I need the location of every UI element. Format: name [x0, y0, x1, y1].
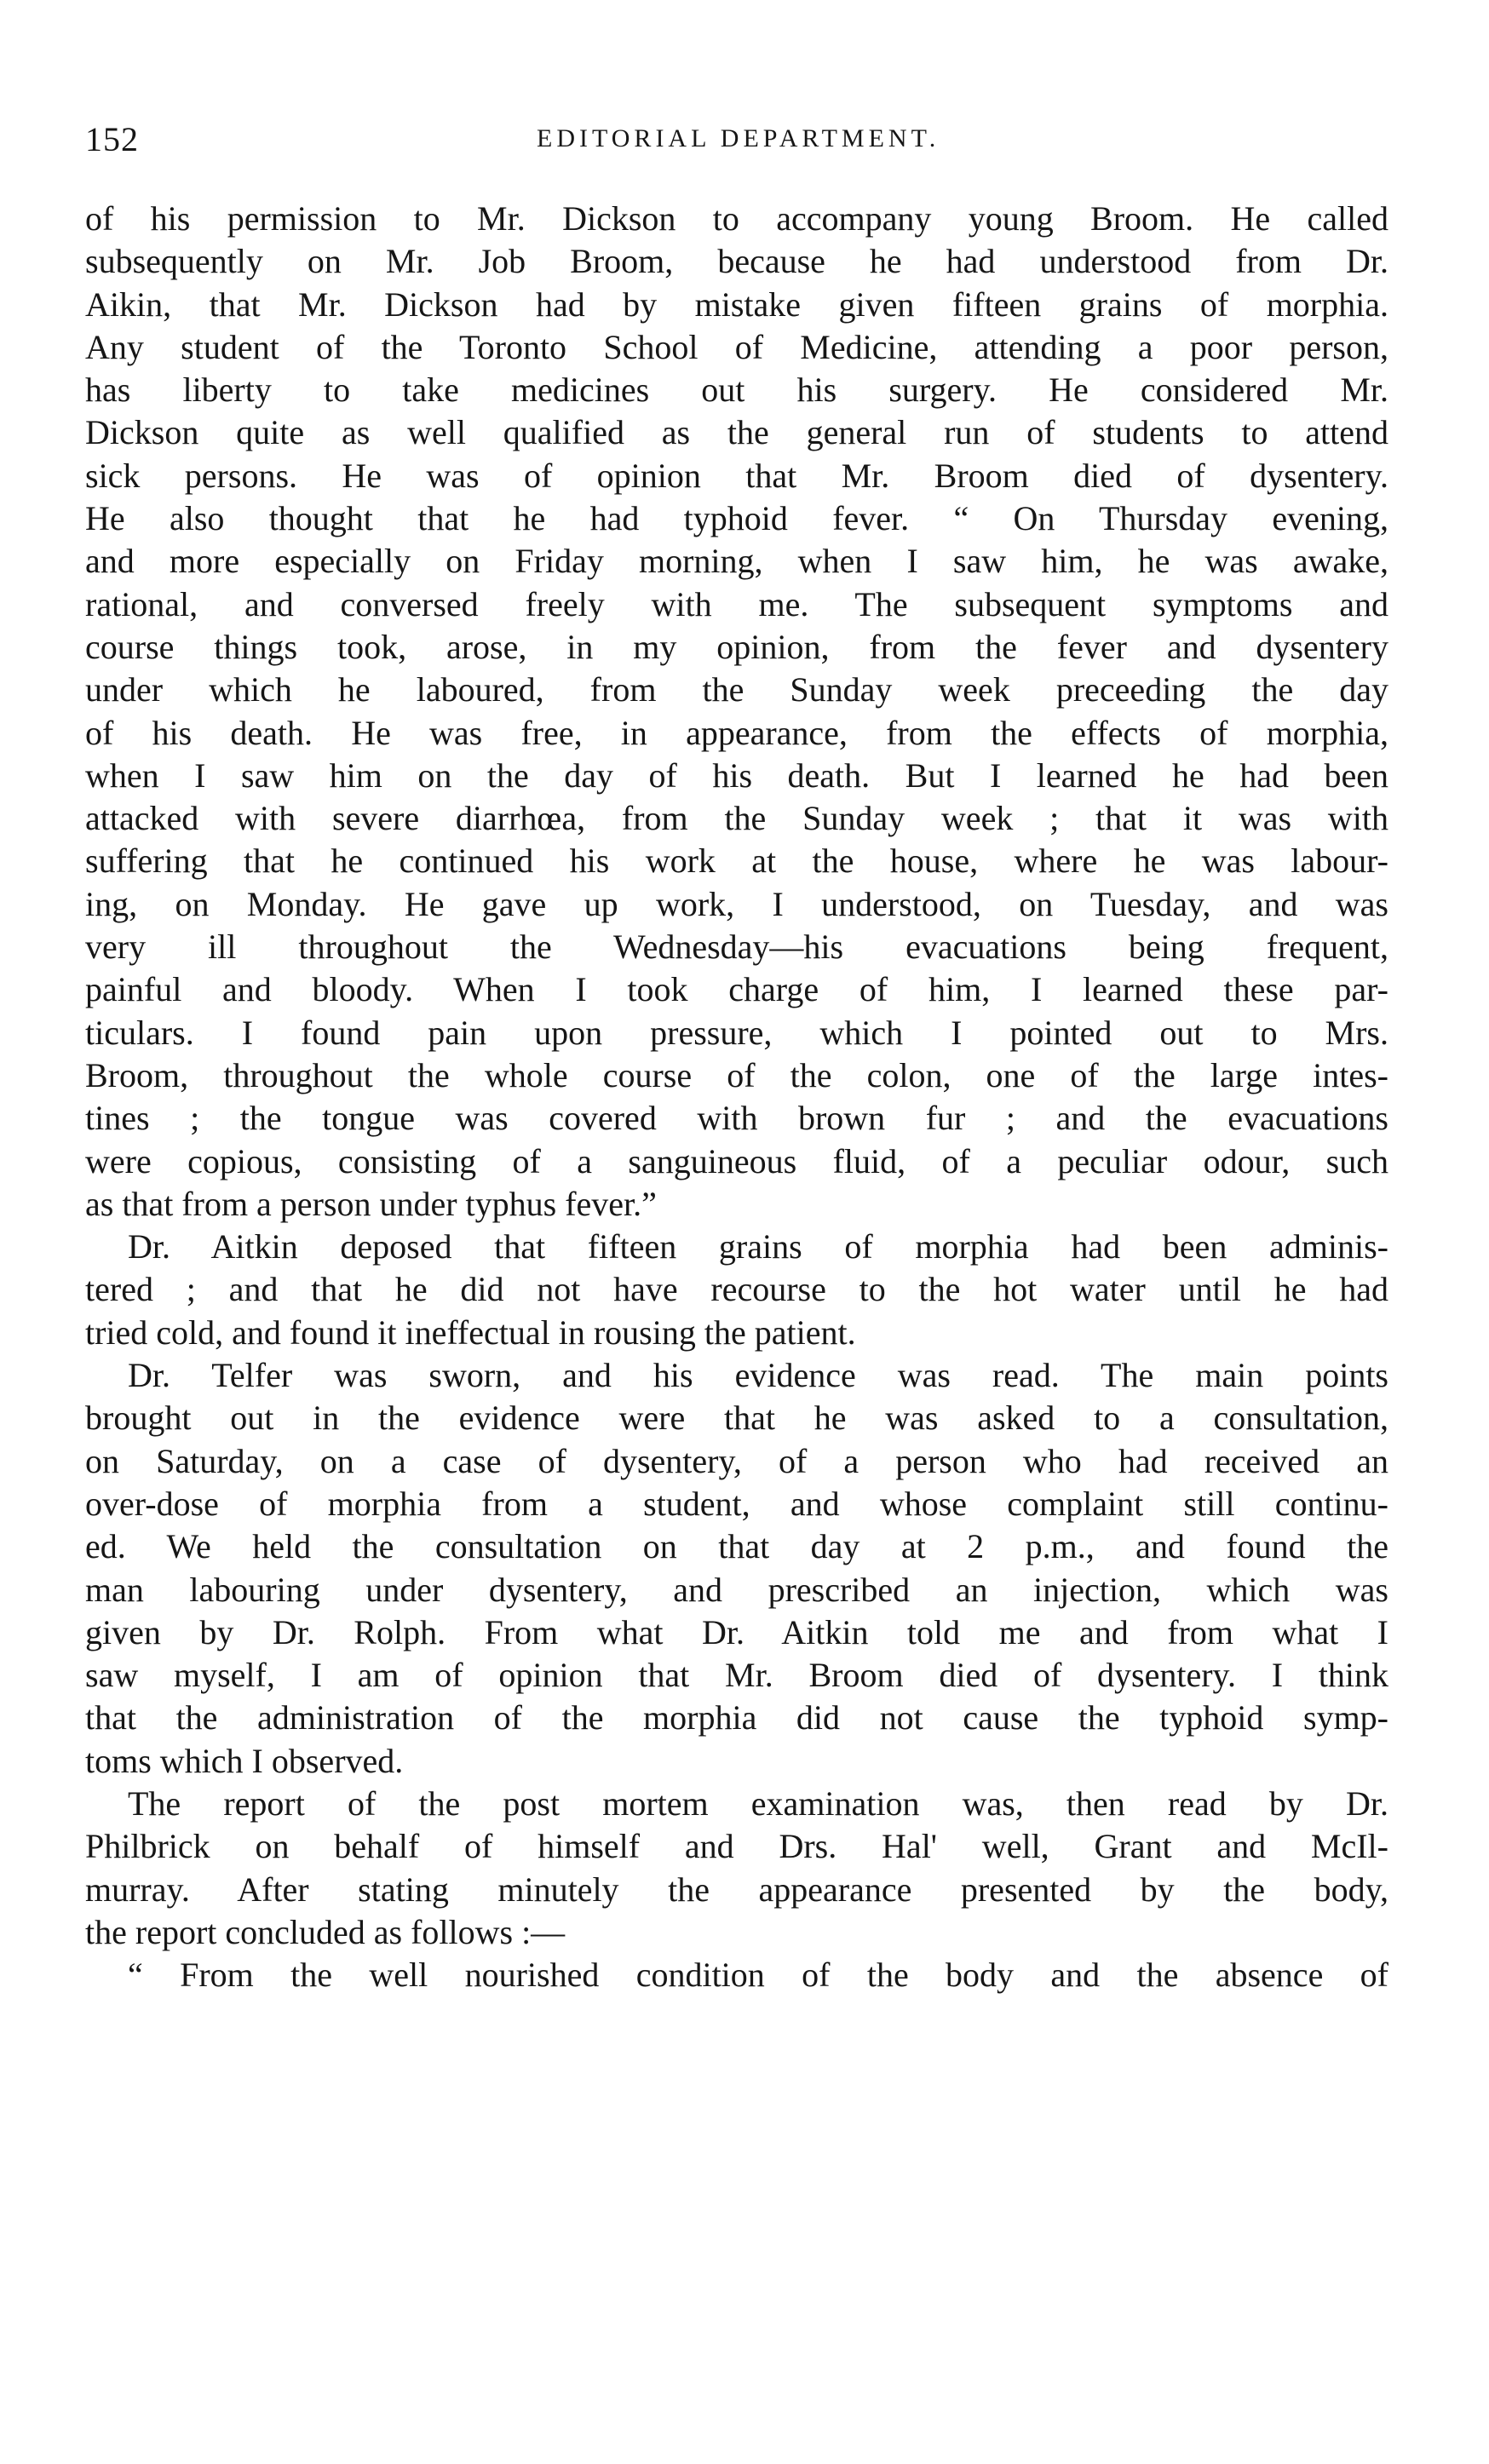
text-line: were copious, consisting of a sanguineous fluid, of a peculiar odour, such	[85, 1141, 1388, 1180]
text-line: as that from a person under typhus fever.”	[85, 1184, 657, 1223]
text-line: of his death. He was free, in appearance, from the effects of morphia,	[85, 713, 1388, 752]
text-line: brought out in the evidence were that he was asked to a consultation,	[85, 1399, 1388, 1438]
paragraph	[85, 198, 1388, 1226]
text-line: attacked with severe diarrhœa, from the Sunday week ; that it was with	[85, 799, 1388, 838]
paragraph	[85, 1354, 1388, 1783]
text-line: ticulars. I found pain upon pressure, which I pointed out to Mrs.	[85, 1013, 1388, 1052]
text-line: on Saturday, on a case of dysentery, of a person who had received an	[85, 1441, 1388, 1480]
text-line: Dickson quite as well qualified as the general run of students to attend	[85, 413, 1388, 452]
paragraph	[85, 1783, 1388, 1954]
text-line: ed. We held the consultation on that day at 2 p.m., and found the	[85, 1527, 1388, 1566]
body-text	[85, 198, 1388, 1996]
text-line: tered ; and that he did not have recourse to the hot water until he had	[85, 1270, 1388, 1309]
text-line: man labouring under dysentery, and prescribed an injection, which was	[85, 1570, 1388, 1609]
text-line: tried cold, and found it ineffectual in rousing the patient.	[85, 1312, 856, 1352]
page-header	[85, 119, 1397, 170]
text-line: and more especially on Friday morning, when I saw him, he was awake,	[85, 542, 1388, 581]
text-line: the report concluded as follows :—	[85, 1912, 566, 1951]
text-line: course things took, arose, in my opinion, from the fever and dysentery	[85, 627, 1388, 666]
text-line: tines ; the tongue was covered with brown fur ; and the evacuations	[85, 1099, 1388, 1138]
text-line: Broom, throughout the whole course of the colon, one of the large intes-	[85, 1055, 1388, 1094]
text-line: subsequently on Mr. Job Broom, because he had understood from Dr.	[85, 242, 1388, 281]
paragraph	[85, 1226, 1388, 1354]
text-line: Aikin, that Mr. Dickson had by mistake given fifteen grains of morphia.	[85, 284, 1388, 324]
text-line: sick persons. He was of opinion that Mr. Broom died of dysentery.	[85, 456, 1388, 495]
text-line: painful and bloody. When I took charge of him, I learned these par-	[85, 970, 1388, 1009]
text-line: that the administration of the morphia did not cause the typhoid symp-	[85, 1698, 1388, 1737]
text-line: Dr. Telfer was sworn, and his evidence was read. The main points	[128, 1356, 1388, 1395]
text-line: ing, on Monday. He gave up work, I understood, on Tuesday, and was	[85, 884, 1388, 923]
paragraph	[85, 1954, 1388, 1996]
text-line: rational, and conversed freely with me. The subsequent symptoms and	[85, 584, 1388, 623]
text-line: when I saw him on the day of his death. But I learned he had been	[85, 755, 1388, 795]
text-line: under which he laboured, from the Sunday week preceeding the day	[85, 670, 1388, 709]
text-line: of his permission to Mr. Dickson to accompany young Broom. He called	[85, 199, 1388, 238]
page-number: 152	[85, 120, 139, 158]
text-line: Any student of the Toronto School of Medicine, attending a poor person,	[85, 327, 1388, 366]
text-line: over-dose of morphia from a student, and whose complaint still continu-	[85, 1484, 1388, 1523]
text-line: “ From the well nourished condition of the body and the absence of	[128, 1956, 1388, 1995]
text-line: toms which I observed.	[85, 1741, 404, 1780]
running-head: EDITORIAL DEPARTMENT.	[537, 124, 940, 152]
text-line: has liberty to take medicines out his surgery. He considered Mr.	[85, 370, 1388, 410]
text-line: given by Dr. Rolph. From what Dr. Aitkin told me and from what I	[85, 1612, 1388, 1651]
text-line: Philbrick on behalf of himself and Drs. Hal' well, Grant and McIl-	[85, 1827, 1388, 1866]
text-line: Dr. Aitkin deposed that fifteen grains of morphia had been adminis-	[128, 1227, 1388, 1266]
text-line: murray. After stating minutely the appearance presented by the body,	[85, 1870, 1388, 1909]
text-line: saw myself, I am of opinion that Mr. Broom died of dysentery. I think	[85, 1656, 1388, 1695]
text-line: suffering that he continued his work at the house, where he was labour-	[85, 841, 1388, 881]
text-line: very ill throughout the Wednesday—his evacuations being frequent,	[85, 928, 1388, 967]
text-line: He also thought that he had typhoid fever. “ On Thursday evening,	[85, 499, 1388, 538]
text-line: The report of the post mortem examination was, then read by Dr.	[128, 1783, 1388, 1823]
